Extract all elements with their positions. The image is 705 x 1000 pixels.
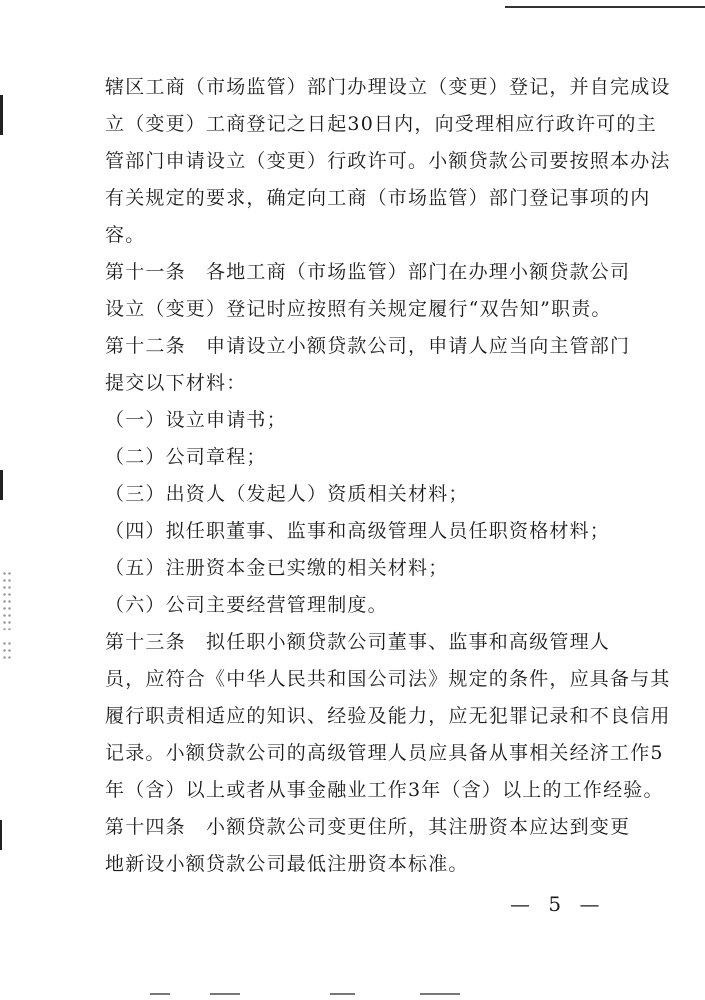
article-12-line: 提交以下材料： [105,372,247,394]
scan-bottom-marks [150,993,550,997]
article-13-line: 年（含）以上或者从事金融业工作3年（含）以上的工作经验。 [105,779,664,801]
article-13-line: 第十三条 拟任职小额贷款公司董事、监事和高级管理人 [105,631,611,653]
page-number: — 5 — [510,892,606,916]
body-line: 辖区工商（市场监管）部门办理设立（变更）登记，并自完成设 [105,76,671,98]
body-line: 有关规定的要求，确定向工商（市场监管）部门登记事项的内 [105,187,651,209]
article-11-line: 第十一条 各地工商（市场监管）部门在办理小额贷款公司 [105,261,631,283]
list-item: （五）注册资本金已实缴的相关材料； [105,557,449,579]
list-item: （六）公司主要经营管理制度。 [105,594,388,616]
article-13-line: 记录。小额贷款公司的高级管理人员应具备从事相关经济工作5 [105,742,664,764]
list-item: （一）设立申请书； [105,409,287,431]
list-item: （四）拟任职董事、监事和高级管理人员任职资格材料； [105,520,611,542]
article-13-line: 员，应符合《中华人民共和国公司法》规定的条件，应具备与其 [105,668,671,690]
list-item: （二）公司章程； [105,446,267,468]
list-item: （三）出资人（发起人）资质相关材料； [105,483,469,505]
article-13-line: 履行职责相适应的知识、经验及能力，应无犯罪记录和不良信用 [105,705,671,727]
article-14-line: 第十四条 小额贷款公司变更住所，其注册资本应达到变更 [105,816,631,838]
body-line: 容。 [105,224,146,246]
article-11-line: 设立（变更）登记时应按照有关规定履行“双告知”职责。 [105,298,612,320]
article-12-line: 第十二条 申请设立小额贷款公司，申请人应当向主管部门 [105,335,631,357]
body-line: 管部门申请设立（变更）行政许可。小额贷款公司要按照本办法 [105,150,671,172]
body-line: 立（变更）工商登记之日起30日内，向受理相应行政许可的主 [105,113,657,135]
article-14-line: 地新设小额贷款公司最低注册资本标准。 [105,853,469,875]
